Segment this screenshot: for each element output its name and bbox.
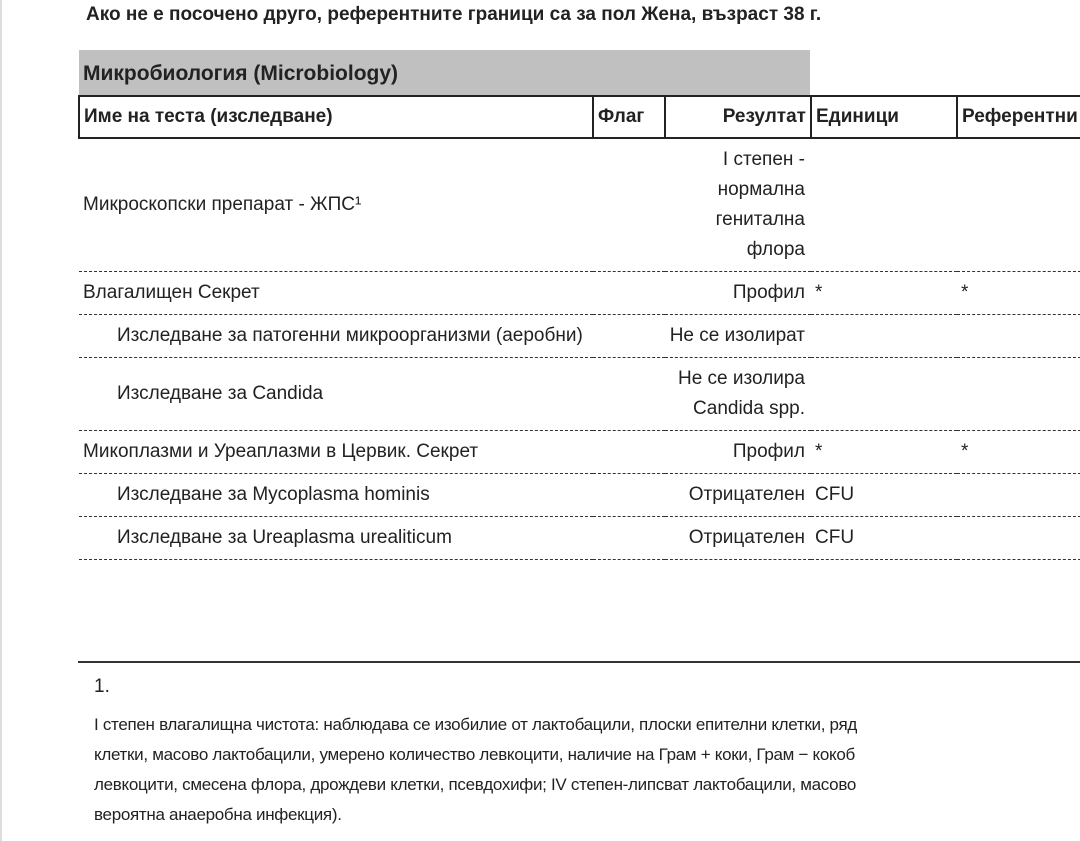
test-name: Микоплазми и Уреаплазми в Цервик. Секрет (79, 431, 593, 474)
units: CFU (811, 517, 957, 560)
table-header (79, 96, 1080, 138)
flag (593, 138, 665, 272)
col-flag: Флаг (593, 96, 665, 138)
col-result: Резултат (665, 96, 811, 138)
footnote-line: вероятна анаеробна инфекция). (94, 805, 342, 824)
reference: * (957, 431, 1080, 474)
result: Профил (665, 431, 811, 474)
flag (593, 358, 665, 431)
reference (957, 358, 1080, 431)
flag (593, 517, 665, 560)
table-row (79, 474, 1080, 517)
flag (593, 474, 665, 517)
units: * (811, 431, 957, 474)
units: * (811, 272, 957, 315)
table-row (79, 517, 1080, 560)
flag (593, 315, 665, 358)
reference-notice: Ако не е посочено друго, референтните граници са за пол Жена, възраст 38 г. (86, 4, 822, 25)
table-row (79, 315, 1080, 358)
test-name: Влагалищен Секрет (79, 272, 593, 315)
footnote-line: I степен влагалищна чистота: наблюдава се изобилие от лактобацили, плоски епителни клетки, ряд (94, 715, 858, 734)
flag (593, 272, 665, 315)
table-row (79, 138, 1080, 272)
units (811, 138, 957, 272)
footnote-number: 1. (94, 676, 110, 697)
reference: * (957, 272, 1080, 315)
table-row (79, 358, 1080, 431)
col-ref: Референтни (957, 96, 1080, 138)
result: Не се изолират (665, 315, 811, 358)
reference (957, 315, 1080, 358)
table-row (79, 431, 1080, 474)
results-table (78, 95, 1080, 560)
test-name: Микроскопски препарат - ЖПС¹ (79, 138, 593, 272)
test-name: Изследване за патогенни микроорганизми (аеробни) (79, 315, 593, 358)
test-name: Изследване за Ureaplasma urealiticum (79, 517, 593, 560)
reference (957, 474, 1080, 517)
result: Профил (665, 272, 811, 315)
result: Не се изолира Candida spp. (665, 358, 811, 431)
footnote-divider (78, 661, 1080, 663)
page-edge (0, 0, 2, 841)
result: I степен - нормална генитална флора (665, 138, 811, 272)
col-name: Име на теста (изследване) (79, 96, 593, 138)
footnote-text (94, 710, 1078, 830)
reference (957, 517, 1080, 560)
units (811, 358, 957, 431)
reference (957, 138, 1080, 272)
result: Отрицателен (665, 517, 811, 560)
test-name: Изследване за Candida (79, 358, 593, 431)
result: Отрицателен (665, 474, 811, 517)
section-title: Микробиология (Microbiology) (79, 50, 810, 95)
footnote-line: клетки, масово лактобацили, умерено количество левкоцити, наличие на Грам + коки, Грам − кокоб (94, 745, 855, 764)
footnote-line: левкоцити, смесена флора, дрождеви клетки, псевдохифи; IV степен-липсват лактобацили, масово (94, 775, 857, 794)
units (811, 315, 957, 358)
col-units: Единици (811, 96, 957, 138)
flag (593, 431, 665, 474)
test-name: Изследване за Mycoplasma hominis (79, 474, 593, 517)
table-row (79, 272, 1080, 315)
units: CFU (811, 474, 957, 517)
